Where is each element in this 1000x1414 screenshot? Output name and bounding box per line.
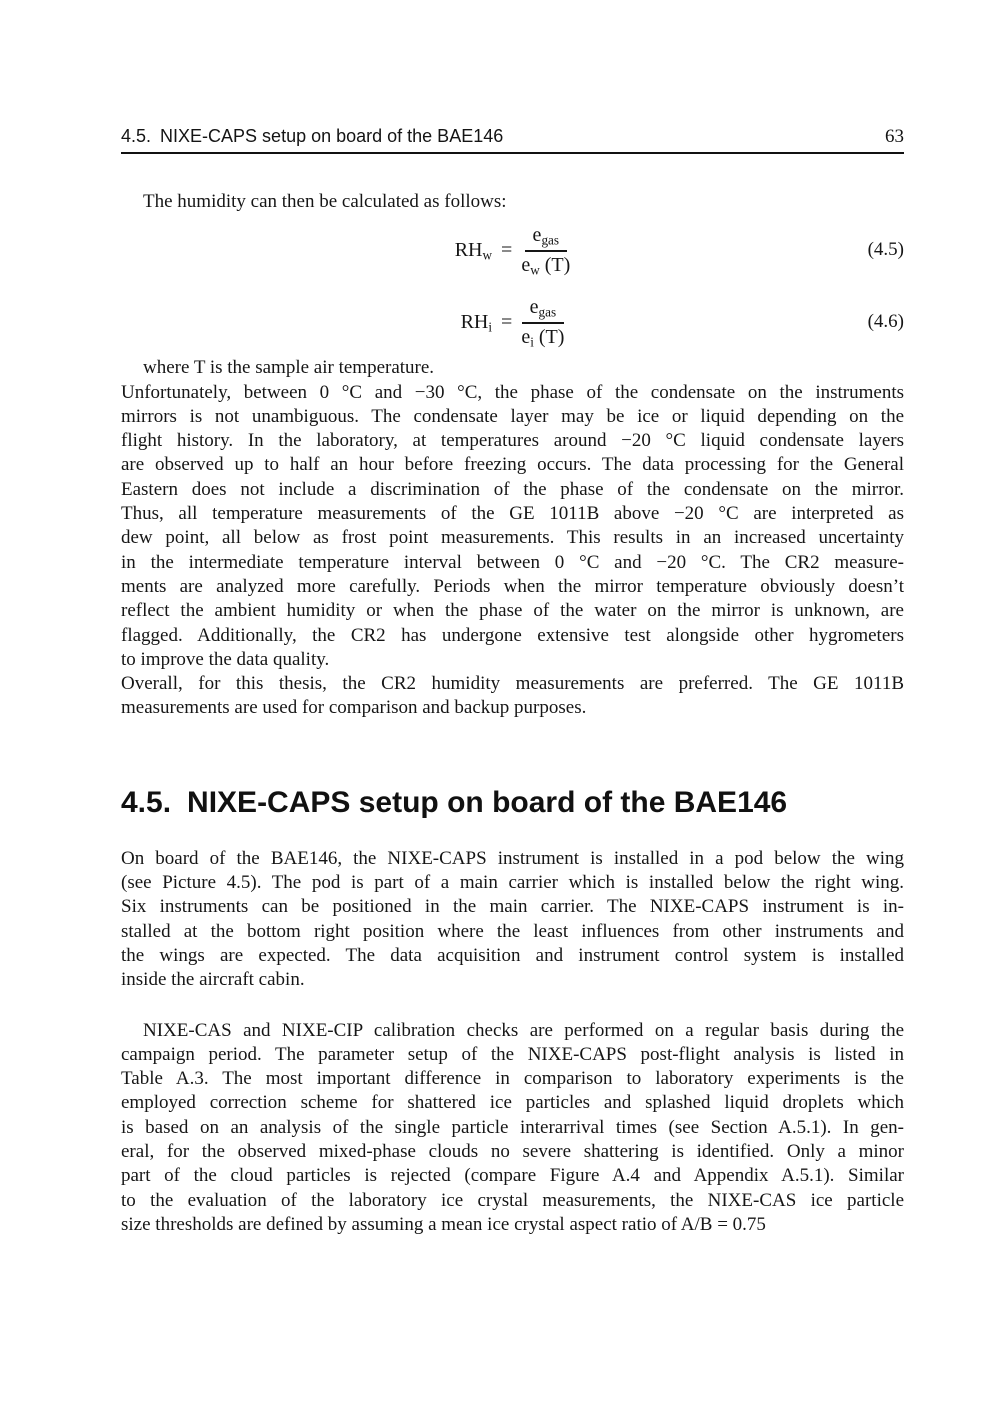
body-line: stalled at the bottom right position where the least influences from other instruments and xyxy=(121,920,904,942)
equation-number: (4.6) xyxy=(867,311,904,333)
body-line: eral, for the observed mixed-phase clouds no severe shattering is identified. Only a minor xyxy=(121,1141,904,1163)
body-line: employed correction scheme for shattered ice particles and splashed liquid droplets which xyxy=(121,1092,904,1114)
denominator-subscript: i xyxy=(530,334,534,350)
paragraph-overall xyxy=(121,672,904,721)
section-title: NIXE-CAPS setup on board of the BAE146 xyxy=(187,785,788,819)
equation-4-6 xyxy=(121,296,904,348)
equation-lhs-subscript: i xyxy=(488,319,493,335)
body-line: the wings are expected. The data acquisition and instrument control system is installed xyxy=(121,944,904,966)
equation-body xyxy=(461,296,565,349)
body-line: Unfortunately, between 0 °C and −30 °C, the phase of the condensate on the instruments xyxy=(121,381,904,403)
paragraph-on-board xyxy=(121,847,904,993)
denominator-subscript: w xyxy=(530,262,540,278)
fraction xyxy=(521,224,570,277)
section-heading xyxy=(121,785,904,821)
equation-number: (4.5) xyxy=(867,239,904,261)
equals-sign: = xyxy=(501,238,513,261)
equation-lhs-base: RH xyxy=(454,238,483,261)
body-line: NIXE-CAS and NIXE-CIP calibration checks are performed on a regular basis during the xyxy=(143,1019,904,1041)
body-line: inside the aircraft cabin. xyxy=(121,969,305,991)
body-line: flight history. In the laboratory, at temperatures around −20 °C liquid condensate layers xyxy=(121,430,904,452)
page-number: 63 xyxy=(885,126,904,147)
numerator-base: e xyxy=(532,223,542,246)
body-line: to the evaluation of the laboratory ice crystal measurements, the NIXE-CAS ice particle xyxy=(121,1189,904,1211)
running-header-title xyxy=(121,124,503,148)
intro-line: The humidity can then be calculated as follows: xyxy=(143,191,507,212)
equation-lhs xyxy=(461,311,492,334)
fraction-numerator xyxy=(525,224,567,252)
body-line: ments are analyzed more carefully. Periods when the mirror temperature obviously doesn’t xyxy=(121,575,904,597)
text-column xyxy=(121,0,904,1237)
body-line: to improve the data quality. xyxy=(121,648,330,670)
fraction-denominator xyxy=(521,252,570,277)
body-line: flagged. Additionally, the CR2 has undergone extensive test alongside other hygrometers xyxy=(121,624,904,646)
running-header-section-number: 4.5. xyxy=(121,126,152,146)
denominator-argument: (T) xyxy=(538,325,565,348)
section-number: 4.5. xyxy=(121,785,172,819)
numerator-subscript: gas xyxy=(541,232,560,248)
running-header xyxy=(121,124,904,149)
denominator-base: e xyxy=(521,253,531,276)
body-line: Eastern does not include a discrimination of the phase of the condensate on the mirror. xyxy=(121,478,904,500)
body-line: Overall, for this thesis, the CR2 humidity measurements are preferred. The GE 1011B xyxy=(121,673,904,695)
body-line: dew point, all below as frost point measurements. This results in an increased uncertainty xyxy=(121,527,904,549)
body-line: mirrors is not unambiguous. The condensate layer may be ice or liquid depending on the xyxy=(121,405,904,427)
body-line: is based on an analysis of the single particle interarrival times (see Section A.5.1). In gen- xyxy=(121,1116,904,1138)
body-line: Six instruments can be positioned in the main carrier. The NIXE-CAPS instrument is in- xyxy=(121,896,904,918)
header-rule xyxy=(121,152,904,154)
equation-lhs-base: RH xyxy=(460,310,489,333)
numerator-base: e xyxy=(529,295,539,318)
body-line: measurements are used for comparison and backup purposes. xyxy=(121,697,587,719)
fraction-denominator xyxy=(521,324,564,349)
denominator-argument: (T) xyxy=(544,253,571,276)
paragraph-calibration xyxy=(121,1019,904,1238)
equals-sign: = xyxy=(501,310,513,333)
where-line: where T is the sample air temperature. xyxy=(143,357,435,379)
body-line: in the intermediate temperature interval between 0 °C and −20 °C. The CR2 measure- xyxy=(121,551,904,573)
body-line: reflect the ambient humidity or when the phase of the water on the mirror is unknown, are xyxy=(121,600,904,622)
body-line: On board of the BAE146, the NIXE-CAPS instrument is installed in a pod below the wing xyxy=(121,847,904,869)
body-line: are observed up to half an hour before freezing occurs. The data processing for the General xyxy=(121,454,904,476)
denominator-base: e xyxy=(521,325,531,348)
numerator-subscript: gas xyxy=(538,304,557,320)
body-line: part of the cloud particles is rejected (compare Figure A.4 and Appendix A.5.1). Similar xyxy=(121,1165,904,1187)
paragraph-phase-discussion xyxy=(121,381,904,673)
body-line: size thresholds are defined by assuming a mean ice crystal aspect ratio of A/B = 0.75 xyxy=(121,1213,766,1235)
equation-lhs-subscript: w xyxy=(482,247,493,263)
running-header-section-text: NIXE-CAPS setup on board of the BAE146 xyxy=(160,126,504,146)
body-line: (see Picture 4.5). The pod is part of a main carrier which is installed below the right wing. xyxy=(121,872,904,894)
body-line: campaign period. The parameter setup of the NIXE-CAPS post-flight analysis is listed in xyxy=(121,1043,904,1065)
fraction xyxy=(521,296,564,349)
equation-4-5 xyxy=(121,224,904,276)
body-line: Table A.3. The most important difference in comparison to laboratory experiments is the xyxy=(121,1068,904,1090)
equation-lhs xyxy=(455,239,492,262)
equation-body xyxy=(455,224,571,277)
body-line: Thus, all temperature measurements of the GE 1011B above −20 °C are interpreted as xyxy=(121,503,904,525)
fraction-numerator xyxy=(522,296,564,324)
